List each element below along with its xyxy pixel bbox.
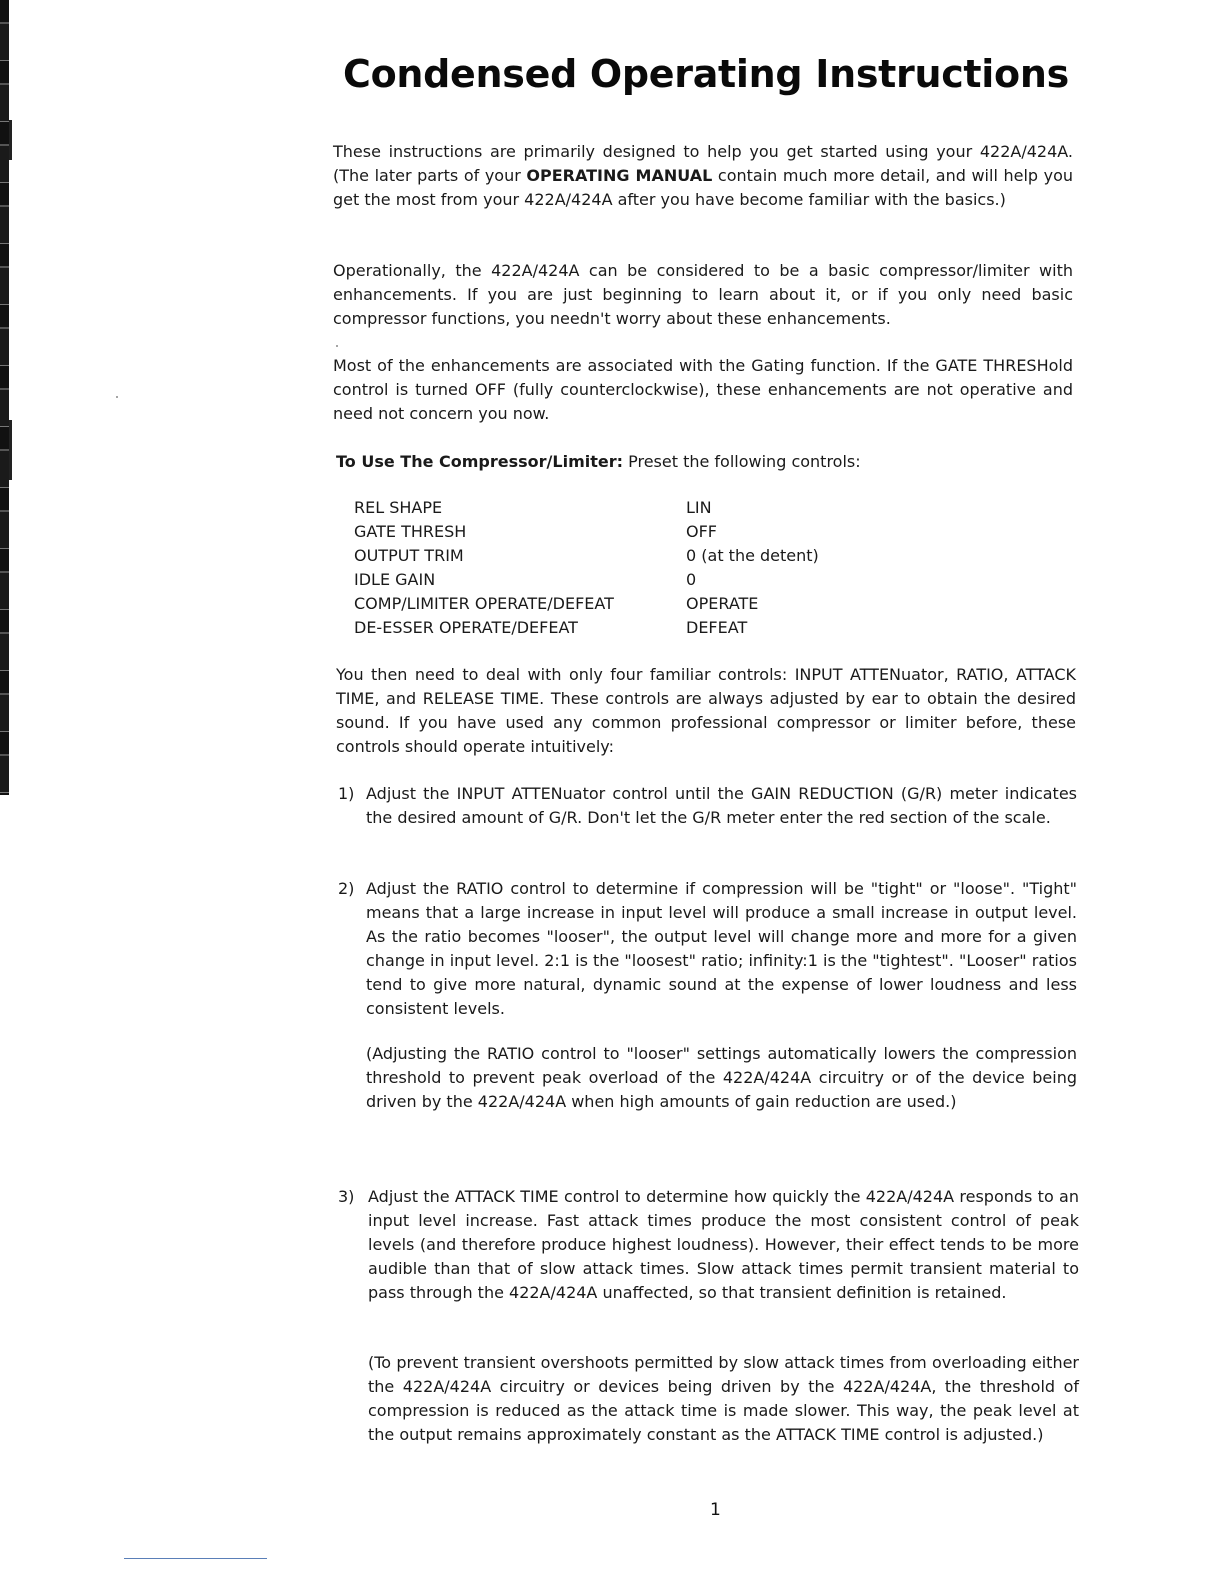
control-value: 0 (at the detent) (686, 546, 819, 565)
control-value: LIN (686, 498, 712, 517)
step-number: 3) (338, 1187, 355, 1206)
followup-paragraph: You then need to deal with only four familiar controls: INPUT ATTENuator, RATIO, ATTACK TIME, and RELEASE TIME. These controls are always adjusted by ear to obtain the desired sound. If you have used any common professional compressor or limiter before, these controls should operate intuitively: (336, 665, 1076, 756)
step-2-text: Adjust the RATIO control to determine if compression will be "tight" or "loose". "Tight" means that a large increase in input level will produce a small increase in output level. As the ratio becomes "looser", the output level will change more and more for a given change in input level. 2:1 is the "loosest" ratio; infinity:1 is the "tightest". "Looser" ratios tend to give more natural, dynamic sound at the expense of lower loudness and less consistent levels. (366, 879, 1077, 1018)
intro-paragraph-3: Most of the enhancements are associated with the Gating function. If the GATE THRESHold control is turned OFF (fully counterclockwise), these enhancements are not operative and need not concern you now. (333, 356, 1073, 423)
binding-mark (9, 420, 12, 480)
page-title: Condensed Operating Instructions (343, 52, 1069, 96)
control-name: COMP/LIMITER OPERATE/DEFEAT (354, 594, 614, 613)
step-number: 1) (338, 784, 355, 803)
table-row (354, 496, 819, 520)
control-name: DE-ESSER OPERATE/DEFEAT (354, 618, 578, 637)
compressor-heading-line: To Use The Compressor/Limiter: Preset the following controls: (336, 452, 861, 471)
preset-controls-table (354, 496, 819, 640)
compressor-heading: To Use The Compressor/Limiter: (336, 452, 624, 471)
footer-rule (124, 1558, 267, 1559)
step-2-note: (Adjusting the RATIO control to "looser" settings automatically lowers the compression threshold to prevent peak overload of the 422A/424A circuitry or of the device being driven by the 422A/424A when high amounts of gain reduction are used.) (366, 1044, 1077, 1111)
scan-speck (336, 345, 338, 347)
control-name: OUTPUT TRIM (354, 546, 464, 565)
control-value: 0 (686, 570, 697, 589)
control-name: GATE THRESH (354, 522, 467, 541)
table-row (354, 592, 819, 616)
table-row (354, 544, 819, 568)
table-row (354, 568, 819, 592)
operating-manual-emphasis: OPERATING MANUAL (526, 166, 713, 185)
intro-paragraph-1: These instructions are primarily designed to help you get started using your 422A/424A. (The later parts of your OPERATING MANUAL contain much more detail, and will help you get the most from your 422A/424A after you have become familiar with the basics.) (333, 142, 1074, 209)
scan-speck (116, 396, 118, 398)
control-name: IDLE GAIN (354, 570, 436, 589)
step-number: 2) (338, 879, 355, 898)
table-row (354, 616, 819, 640)
control-value: OFF (686, 522, 717, 541)
step-1-text: Adjust the INPUT ATTENuator control until the GAIN REDUCTION (G/R) meter indicates the desired amount of G/R. Don't let the G/R meter enter the red section of the scale. (366, 784, 1077, 827)
control-value: DEFEAT (686, 618, 748, 637)
step-3-text: Adjust the ATTACK TIME control to determine how quickly the 422A/424A responds to an input level increase. Fast attack times produce the most consistent control of peak levels (and therefore produce highest loudness). However, their effect tends to be more audible than that of slow attack times. Slow attack times permit transient material to pass through the 422A/424A unaffected, so that transient definition is retained. (368, 1187, 1079, 1302)
step-3-note: (To prevent transient overshoots permitted by slow attack times from overloading either the 422A/424A circuitry or devices being driven by the 422A/424A, the threshold of compression is reduced as the attack time is made slower. This way, the peak level at the output remains approximately constant as the ATTACK TIME control is adjusted.) (368, 1353, 1079, 1444)
binding-edge (0, 0, 9, 795)
binding-mark (9, 120, 12, 160)
table-row (354, 520, 819, 544)
control-name: REL SHAPE (354, 498, 443, 517)
page-number: 1 (710, 1500, 721, 1520)
intro-paragraph-2: Operationally, the 422A/424A can be considered to be a basic compressor/limiter with enhancements. If you are just beginning to learn about it, or if you only need basic compressor functions, you needn't worry about these enhancements. (333, 261, 1073, 328)
control-value: OPERATE (686, 594, 759, 613)
